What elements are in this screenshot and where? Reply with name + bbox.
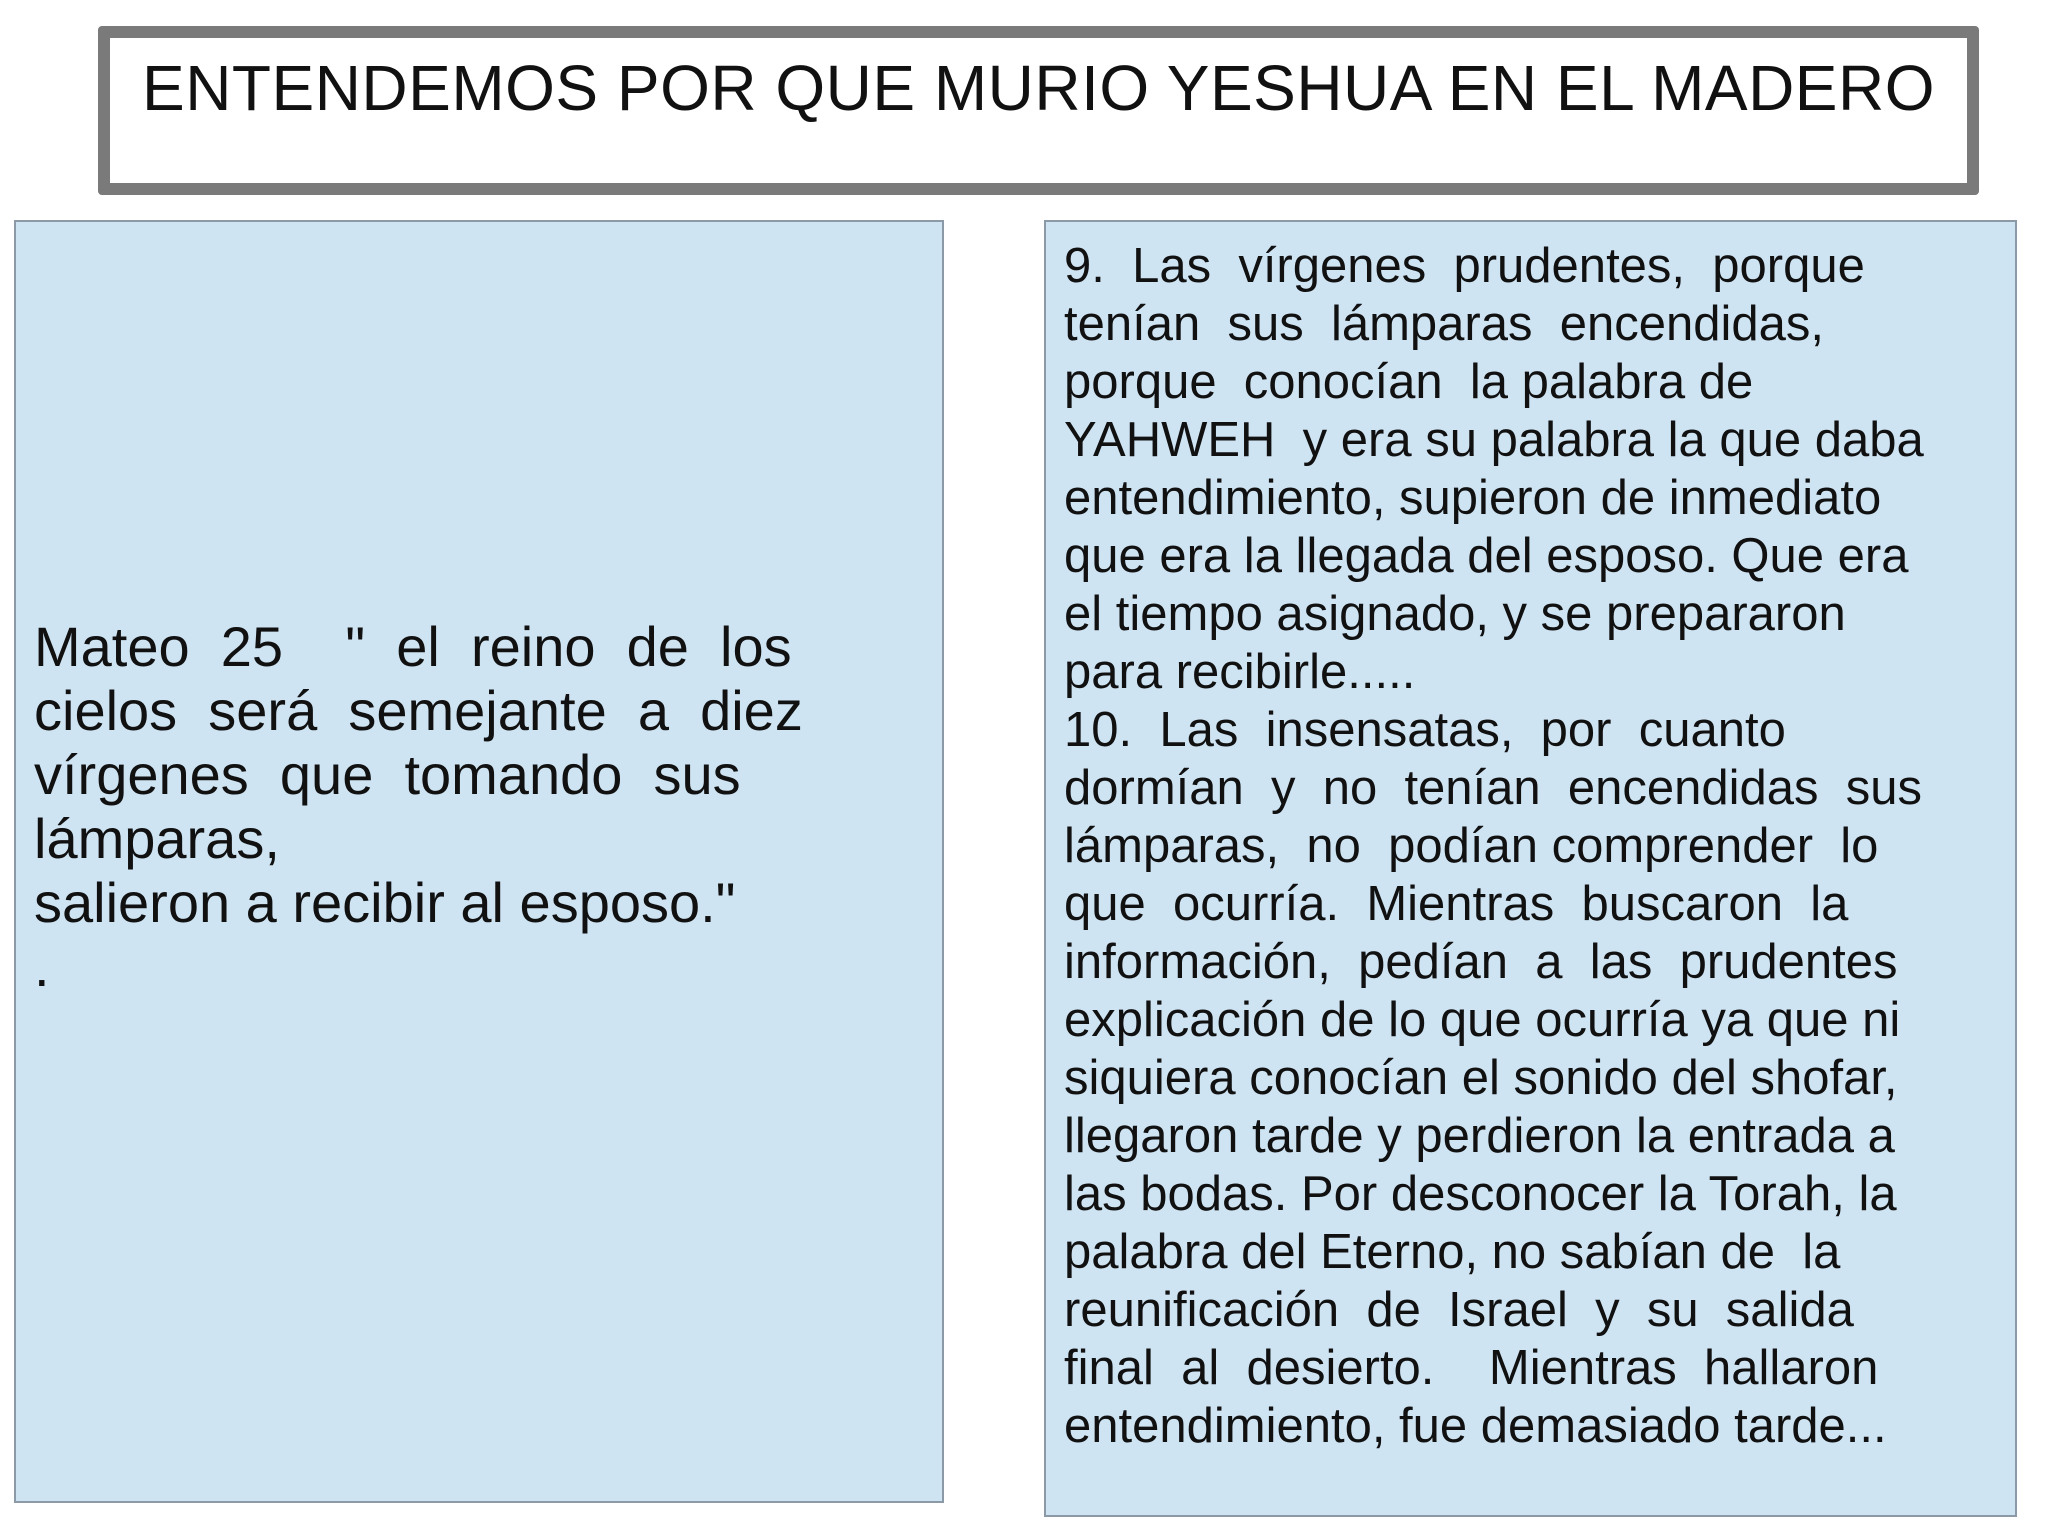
explanation-line: final al desierto. Mientras hallaron	[1064, 1341, 1879, 1395]
explanation-line: entendimiento, supieron de inmediato	[1064, 471, 1882, 525]
verse-line: lámparas,	[34, 807, 280, 870]
explanation-line: porque conocían la palabra de	[1064, 355, 1754, 409]
explanation-line: reunificación de Israel y su salida	[1064, 1283, 1854, 1337]
explanation-line: llegaron tarde y perdieron la entrada a	[1064, 1109, 1895, 1163]
explanation-line: que era la llegada del esposo. Que era	[1064, 529, 1909, 583]
explanation-line: YAHWEH y era su palabra la que daba	[1064, 413, 1924, 467]
explanation-text	[1064, 237, 1984, 1455]
explanation-line: para recibirle.....	[1064, 645, 1416, 699]
explanation-line: las bodas. Por desconocer la Torah, la	[1064, 1167, 1897, 1221]
verse-panel	[14, 220, 944, 1503]
verse-line: salieron a recibir al esposo."	[34, 871, 736, 934]
explanation-line: información, pedían a las prudentes	[1064, 935, 1898, 989]
explanation-line: lámparas, no podían comprender lo	[1064, 819, 1879, 873]
verse-line: vírgenes que tomando sus	[34, 743, 741, 806]
explanation-line: tenían sus lámparas encendidas,	[1064, 297, 1824, 351]
verse-text	[34, 615, 834, 999]
explanation-line: 10. Las insensatas, por cuanto	[1064, 703, 1786, 757]
page-title: ENTENDEMOS POR QUE MURIO YESHUA EN EL MADERO	[142, 52, 1935, 124]
explanation-line: siquiera conocían el sonido del shofar,	[1064, 1051, 1898, 1105]
verse-line: Mateo 25 " el reino de los	[34, 615, 792, 678]
explanation-line: el tiempo asignado, y se prepararon	[1064, 587, 1846, 641]
explanation-panel	[1044, 220, 2017, 1517]
title-box	[98, 26, 1979, 195]
verse-line: .	[34, 935, 50, 998]
explanation-line: entendimiento, fue demasiado tarde...	[1064, 1399, 1887, 1453]
explanation-line: dormían y no tenían encendidas sus	[1064, 761, 1923, 815]
explanation-line: que ocurría. Mientras buscaron la	[1064, 877, 1849, 931]
explanation-line: 9. Las vírgenes prudentes, porque	[1064, 239, 1865, 293]
verse-line: cielos será semejante a diez	[34, 679, 803, 742]
explanation-line: explicación de lo que ocurría ya que ni	[1064, 993, 1901, 1047]
explanation-line: palabra del Eterno, no sabían de la	[1064, 1225, 1841, 1279]
